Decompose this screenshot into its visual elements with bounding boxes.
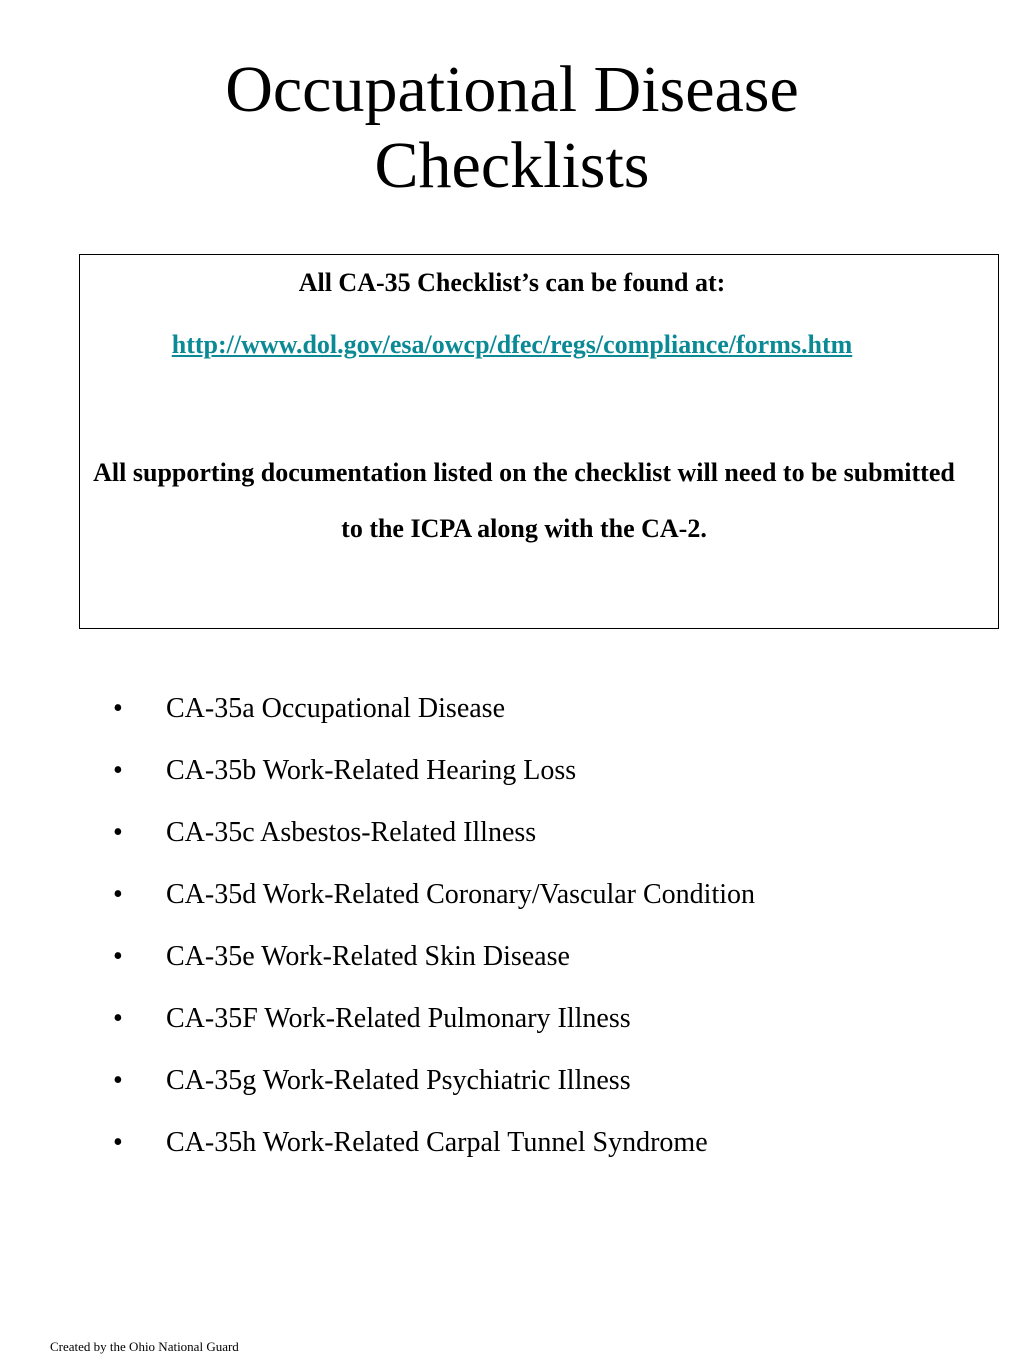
bullet-icon: • [113, 1003, 123, 1034]
bullet-icon: • [113, 1065, 123, 1096]
bullet-icon: • [113, 941, 123, 972]
bullet-icon: • [113, 1127, 123, 1158]
checklist-item-label: CA-35h Work-Related Carpal Tunnel Syndrome [166, 1127, 708, 1158]
footer-credit: Created by the Ohio National Guard [50, 1339, 239, 1354]
checklist-item-label: CA-35c Asbestos-Related Illness [166, 817, 537, 848]
checklist-item-label: CA-35e Work-Related Skin Disease [166, 941, 570, 972]
checklist-item-label: CA-35g Work-Related Psychiatric Illness [166, 1065, 631, 1096]
bullet-icon: • [113, 817, 123, 848]
checklist-item-label: CA-35b Work-Related Hearing Loss [166, 755, 577, 786]
checklist-item-label: CA-35d Work-Related Coronary/Vascular Condition [166, 879, 756, 910]
bullet-icon: • [113, 879, 123, 910]
checklist-item-label: CA-35a Occupational Disease [166, 693, 505, 724]
info-box-link-row [0, 325, 1024, 365]
info-box-note: All supporting documentation listed on the checklist will need to be submitted to the ICPA along with the CA-2. [93, 458, 955, 543]
bullet-icon: • [113, 755, 123, 786]
bullet-icon: • [113, 693, 123, 724]
checklist-item-label: CA-35F Work-Related Pulmonary Illness [166, 1003, 631, 1034]
page-title [0, 52, 1024, 204]
checklist-forms-link[interactable]: http://www.dol.gov/esa/owcp/dfec/regs/compliance/forms.htm [171, 330, 853, 359]
page-title-line-2: Checklists [374, 129, 650, 202]
page-title-line-1: Occupational Disease [225, 53, 799, 126]
info-box [79, 254, 999, 629]
info-box-heading: All CA-35 Checklist’s can be found at: [298, 268, 726, 297]
